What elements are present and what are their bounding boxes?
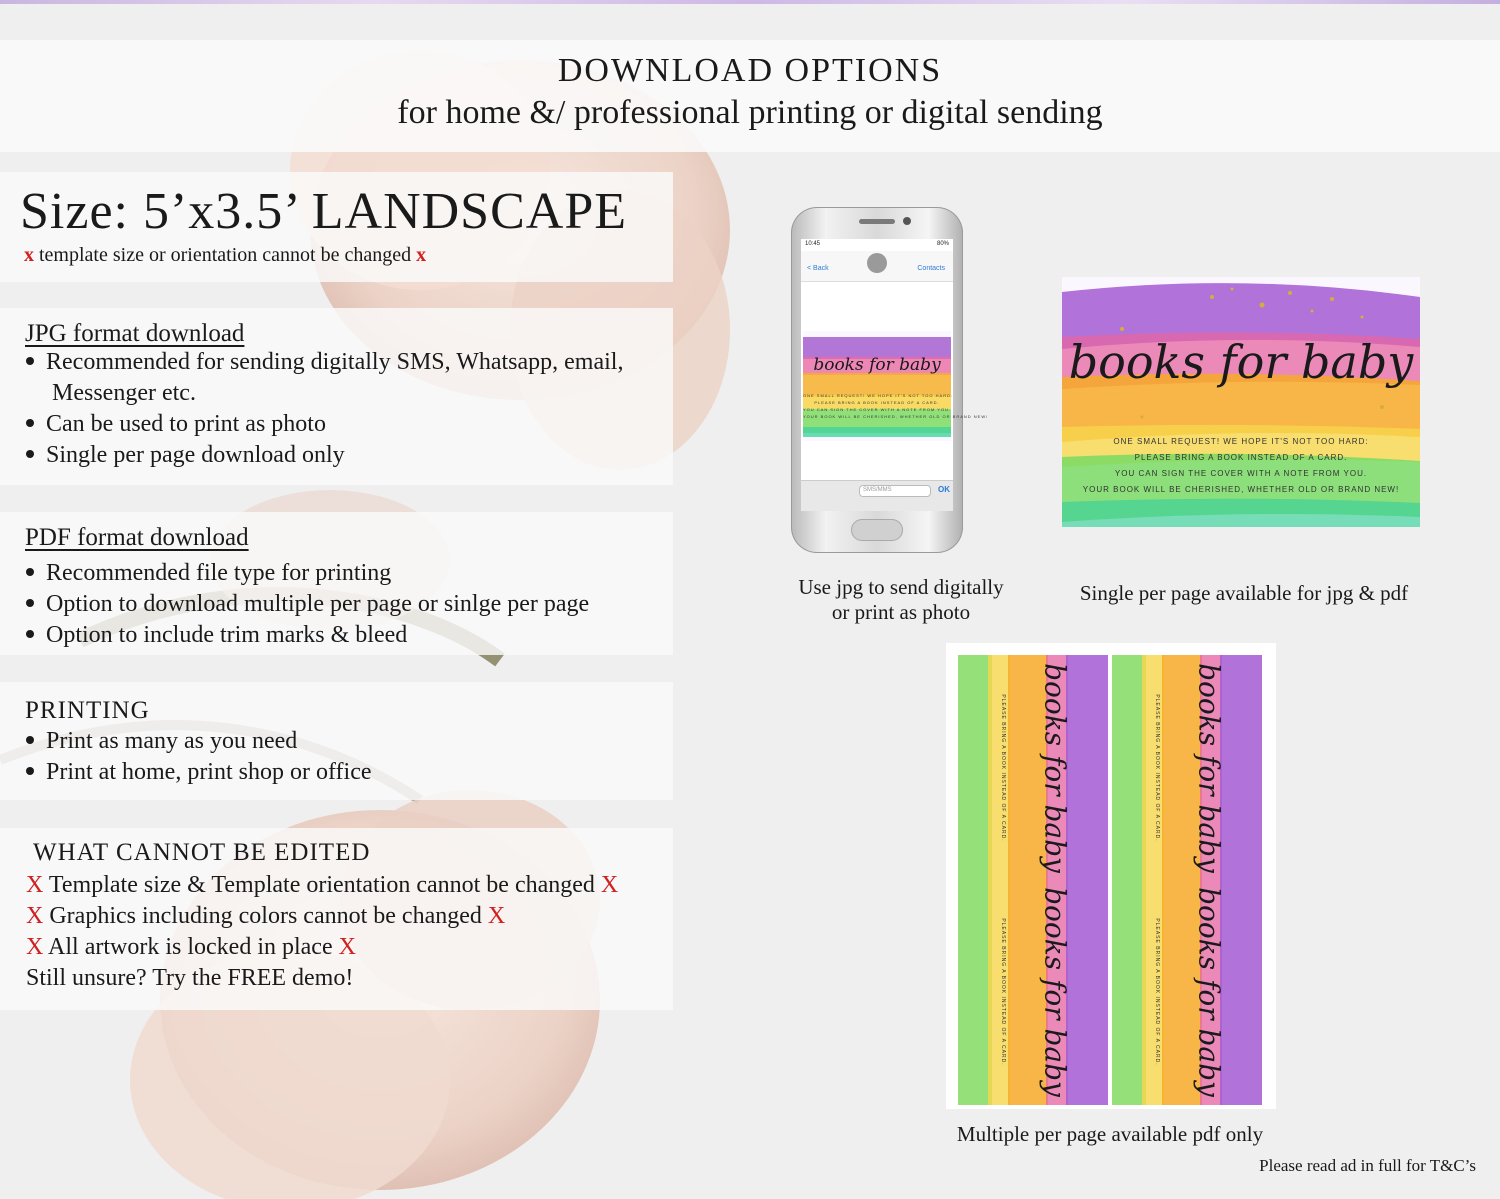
list-item: X All artwork is locked in place X (26, 934, 356, 960)
bullet-icon (26, 568, 34, 576)
phone-camera (903, 217, 911, 225)
watercolor-card-image (803, 331, 951, 441)
mini-card: books for baby PLEASE BRING A BOOK INSTEAD OF A CARD. (1112, 655, 1262, 881)
size-note (24, 244, 426, 267)
footnote: Please read ad in full for T&C’s (1259, 1156, 1476, 1175)
list-item: Option to include trim marks & bleed (26, 622, 407, 649)
single-card-preview: books for baby ONE SMALL REQUEST! WE HOPE IT'S NOT TOO HARD: PLEASE BRING A BOOK INSTEAD OF A CARD. YOU CAN SIGN THE COVER WITH A NOTE FROM YOU. YOUR BOOK WILL BE CHERISHED, WHETHER OLD OR BRAND NEW! (1062, 277, 1420, 527)
list-item: Recommended for sending digitally SMS, Whatsapp, email, (26, 349, 623, 376)
bullet-icon (26, 419, 34, 427)
avatar-icon (867, 253, 887, 273)
multiple-per-page-preview (946, 643, 1276, 1109)
x-mark-icon: X (26, 872, 44, 898)
x-mark-icon: x (416, 244, 427, 266)
x-mark-icon: X (26, 903, 44, 929)
list-item: X Template size & Template orientation cannot be changed X (26, 872, 619, 898)
mini-card: books for baby PLEASE BRING A BOOK INSTEAD OF A CARD. (1112, 879, 1262, 1105)
size-title: Size: 5’x3.5’ LANDSCAPE (20, 183, 628, 240)
watercolor-card-image (1112, 655, 1262, 881)
printing-panel (0, 682, 673, 800)
list-item: Print as many as you need (26, 728, 297, 755)
pdf-heading: PDF format download (25, 524, 249, 551)
demo-note: Still unsure? Try the FREE demo! (26, 965, 354, 991)
list-item: Single per page download only (26, 442, 345, 469)
list-item: X Graphics including colors cannot be changed X (26, 903, 506, 929)
mini-card-title: books for baby (1038, 663, 1072, 873)
size-note-text: template size or orientation cannot be changed (39, 244, 412, 266)
size-panel (0, 172, 673, 282)
message-navbar (801, 251, 953, 282)
bullet-icon (26, 450, 34, 458)
phone-speaker (859, 219, 895, 224)
mini-card-title: books for baby (1038, 887, 1072, 1097)
list-item: Print at home, print shop or office (26, 759, 372, 786)
list-item-continuation: Messenger etc. (52, 380, 196, 406)
x-mark-icon: x (24, 244, 34, 266)
x-mark-icon: X (487, 903, 506, 929)
x-mark-icon: X (338, 934, 356, 960)
mini-card: books for baby PLEASE BRING A BOOK INSTEAD OF A CARD. (958, 879, 1108, 1105)
mini-card-title: books for baby (1192, 887, 1226, 1097)
home-button (851, 519, 903, 541)
header-banner (0, 40, 1500, 152)
bullet-icon (26, 736, 34, 744)
single-caption: Single per page available for jpg & pdf (1079, 581, 1409, 605)
message-input-bar (801, 480, 953, 511)
bullet-icon (26, 767, 34, 775)
contacts-button[interactable]: Contacts (917, 265, 945, 272)
mini-card-title: books for baby (1192, 663, 1226, 873)
multiple-caption: Multiple per page available pdf only (956, 1122, 1264, 1146)
status-bar: 10:45 80% (805, 241, 949, 247)
bullet-icon (26, 630, 34, 638)
sms-input[interactable]: SMS/MMS (859, 485, 931, 497)
card-title: books for baby (813, 355, 941, 375)
phone-card-image: books for baby ONE SMALL REQUEST! WE HOPE IT'S NOT TOO HARD: PLEASE BRING A BOOK INSTEAD OF A CARD. YOU CAN SIGN THE COVER WITH A NOTE FROM YOU. YOUR BOOK WILL BE CHERISHED, WHETHER OLD OR BRAND NEW! (803, 331, 951, 441)
list-item: Option to download multiple per page or sinlge per page (26, 591, 589, 618)
mini-card: books for baby PLEASE BRING A BOOK INSTEAD OF A CARD. (958, 655, 1108, 881)
send-button[interactable]: OK (938, 485, 950, 494)
watercolor-card-image (958, 879, 1108, 1105)
watercolor-card-image (1112, 879, 1262, 1105)
pdf-panel (0, 512, 673, 655)
cannot-edit-heading: WHAT CANNOT BE EDITED (33, 839, 371, 866)
x-mark-icon: X (600, 872, 619, 898)
jpg-heading: JPG format download (25, 320, 245, 347)
list-item: Can be used to print as photo (26, 411, 326, 438)
list-item: Recommended file type for printing (26, 560, 391, 587)
watercolor-card-image (958, 655, 1108, 881)
jpg-panel (0, 308, 673, 485)
cannot-edit-panel (0, 828, 673, 1010)
bullet-icon (26, 599, 34, 607)
page-title: DOWNLOAD OPTIONS (557, 52, 943, 89)
phone-caption: Use jpg to send digitally or print as photo (798, 575, 1004, 624)
card-title: books for baby (1068, 335, 1414, 389)
phone-screen (801, 239, 989, 511)
phone-mockup (791, 207, 989, 553)
page-subtitle: for home &/ professional printing or digital sending (397, 94, 1103, 131)
bullet-icon (26, 357, 34, 365)
printing-heading: PRINTING (25, 697, 150, 724)
back-button[interactable]: < Back (807, 265, 829, 272)
x-mark-icon: X (26, 934, 44, 960)
